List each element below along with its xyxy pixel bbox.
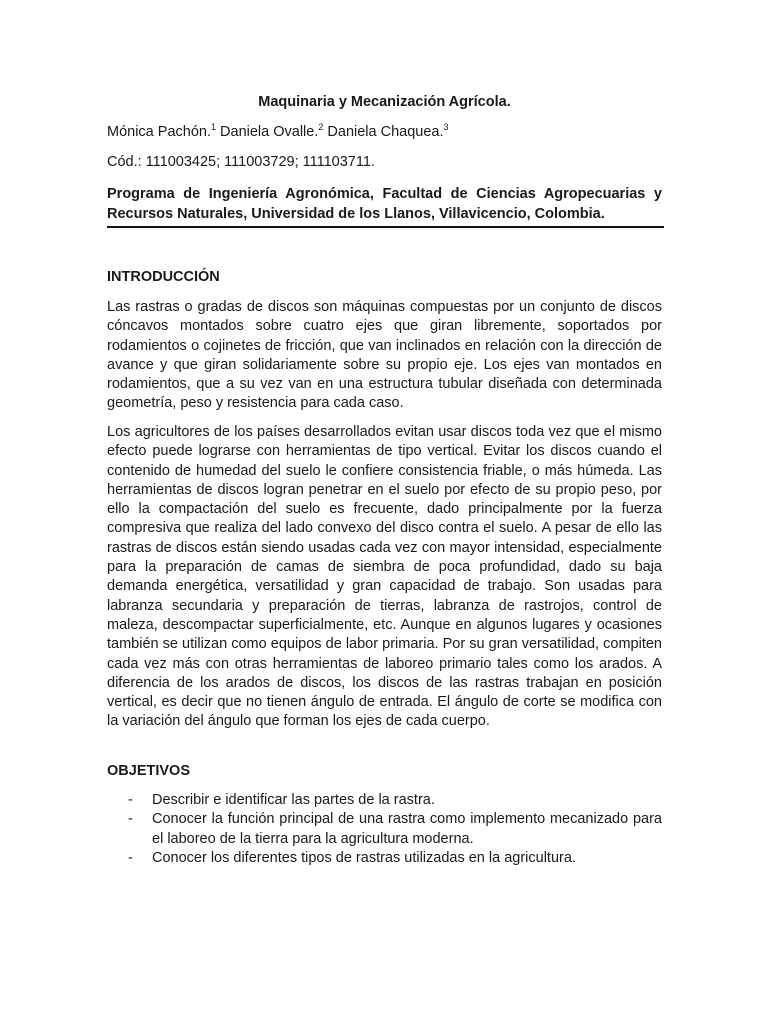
- introduction-heading: INTRODUCCIÓN: [107, 269, 220, 285]
- affiliation: Programa de Ingeniería Agronómica, Facultad de Ciencias Agropecuarias y Recursos Naturales, Universidad de los Llanos, Villavicencio, Colombia.: [107, 186, 662, 222]
- list-bullet: -: [128, 811, 133, 828]
- author-name: Daniela Ovalle.: [220, 124, 319, 140]
- list-item: [107, 849, 662, 868]
- list-item: [107, 810, 662, 849]
- student-codes: Cód.: 111003425; 111003729; 111103711.: [107, 154, 375, 170]
- objective-text: Conocer la función principal de una rastra como implemento mecanizado para el laboreo de la tierra para la agricultura moderna.: [152, 811, 662, 847]
- author-affiliation-mark: 1: [210, 122, 216, 132]
- objective-text: Describir e identificar las partes de la rastra.: [152, 792, 435, 808]
- introduction-paragraph: Los agricultores de los países desarrollados evitan usar discos toda vez que el mismo efecto puede lograrse con herramientas de tipo vertical. Evitar los discos cuando el contenido de humedad del suelo le confiere consistencia friable, o más húmeda. Las herramientas de discos logran penetrar en el suelo por efecto de su propio peso, por ello la compactación del suelo es frecuente, dado principalmente por la fuerza compresiva que realiza del lado convexo del disco contra el suelo. A pesar de ello las rastras de discos están siendo usadas cada vez con mayor intensidad, especialmente para la preparación de camas de siembra de poca profundidad, dado su baja demanda energética, versatilidad y gran capacidad de trabajo. Son usadas para labranza secundaria y preparación de tierras, labranza de rastrojos, control de maleza, descompactar superficialmente, etc. Aunque en algunos lugares y ocasiones también se utilizan como equipos de labor primaria. Por su gran versatilidad, compiten cada vez más con otras herramientas de laboreo primario tales como los arados. A diferencia de los arados de discos, los discos de las rastras trabajan en posición vertical, es decir que no tienen ángulo de entrada. El ángulo de corte se modifica con la variación del ángulo que forman los ejes de cada cuerpo.: [107, 424, 662, 730]
- author-name: Daniela Chaquea.: [327, 124, 444, 140]
- author-name: Mónica Pachón.: [107, 124, 211, 140]
- author-list: [107, 123, 662, 141]
- introduction-paragraph: Las rastras o gradas de discos son máquinas compuestas por un conjunto de discos cóncavos montados sobre cuatro ejes que giran libremente, soportados por rodamientos o cojinetes de fricción, que van inclinados en relación con la dirección de avance y que giran solidariamente sobre su propio eje. Los ejes van montados en rodamientos, que a su vez van en una estructura tubular diseñada con determinada geometría, peso y resistencia para cada caso.: [107, 299, 662, 412]
- author-affiliation-mark: 2: [318, 122, 324, 132]
- header-divider: [107, 226, 664, 228]
- list-bullet: -: [128, 849, 133, 866]
- objective-text: Conocer los diferentes tipos de rastras utilizadas en la agricultura.: [152, 849, 576, 866]
- objectives-heading: OBJETIVOS: [107, 763, 190, 779]
- objectives-list: [107, 791, 662, 868]
- document-title: Maquinaria y Mecanización Agrícola.: [258, 94, 511, 110]
- author-affiliation-mark: 3: [443, 122, 449, 132]
- list-item: [107, 791, 662, 810]
- list-bullet: -: [128, 792, 133, 808]
